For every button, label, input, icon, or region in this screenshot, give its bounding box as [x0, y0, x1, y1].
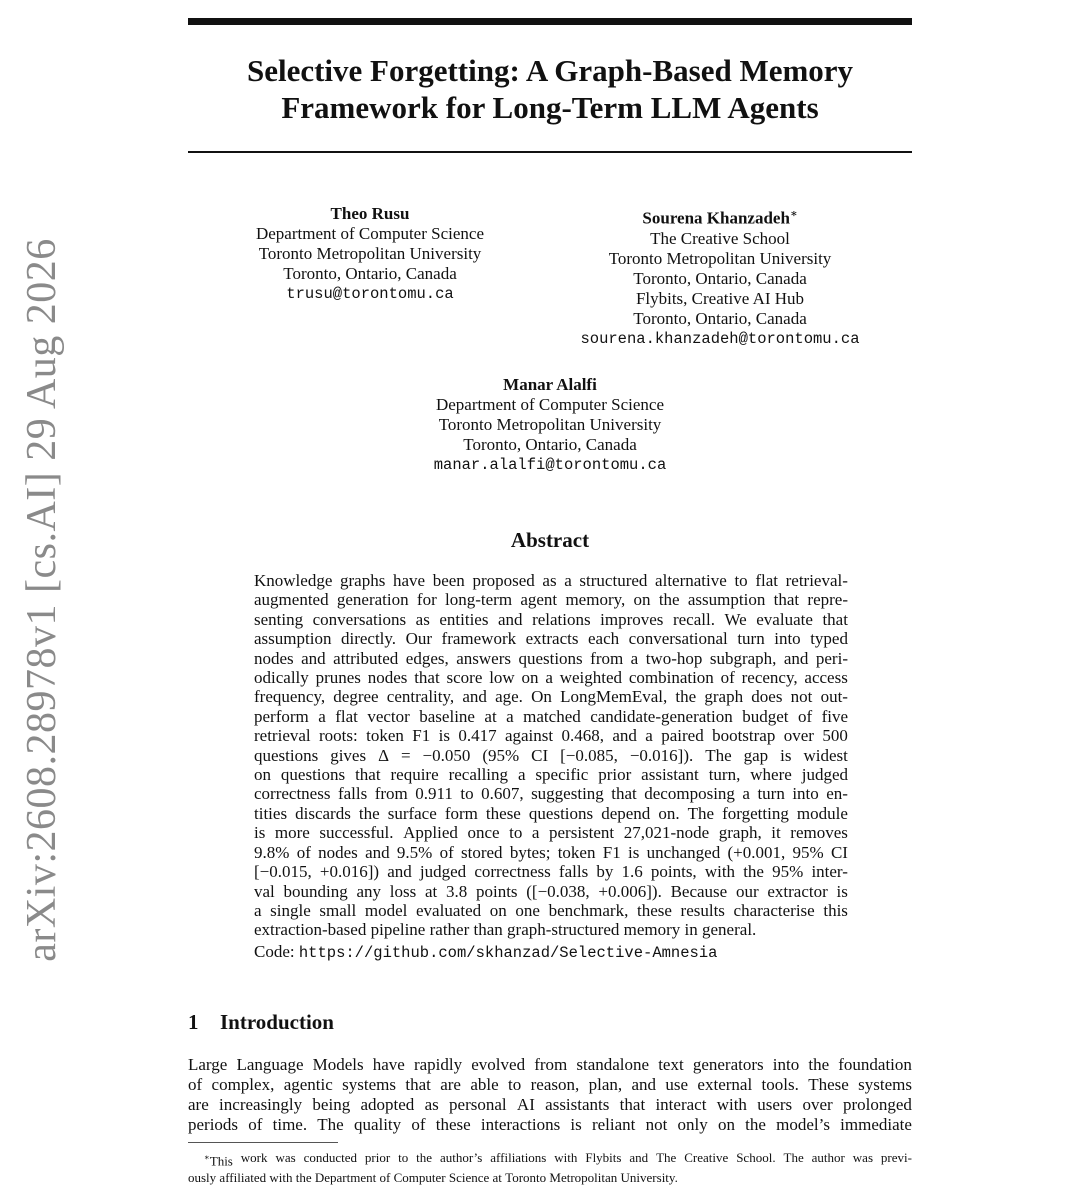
author-affiliation: Toronto Metropolitan University: [438, 415, 662, 434]
author-affiliation: Department of Computer Science: [435, 395, 664, 414]
text-line: Knowledge graphs have been proposed as a structured alternative to flat retrieval-: [254, 571, 848, 590]
author-email[interactable]: manar.alalfi@torontomu.ca: [433, 456, 667, 474]
text-line: augmented generation for long-term agent memory, on the assumption that repre-: [254, 590, 848, 610]
text-line: perform a flat vector baseline at a matched candidate-generation budget of five: [254, 706, 848, 726]
author-affiliation: Toronto, Ontario, Canada: [633, 308, 807, 328]
arxiv-identifier: arXiv:2608.28978v1 [cs.AI] 29 Aug 2026: [19, 238, 65, 962]
introduction-text: [188, 1055, 912, 1135]
footnote-line: ously affiliated with the Department of Computer Science at Toronto Metropolitan University.: [188, 1170, 678, 1186]
text-line: questions gives Δ = −0.050 (95% CI [−0.085, −0.016]). The gap is widest: [254, 745, 848, 765]
code-line: [254, 942, 848, 963]
author-affiliation: Toronto, Ontario, Canada: [633, 268, 807, 288]
author-affiliation: Toronto, Ontario, Canada: [463, 435, 637, 454]
text-line: a single small model evaluated on one benchmark, these results characterise this: [254, 900, 848, 920]
text-line: periods of time. The quality of these interactions is reliant not only on the model’s immediate: [188, 1115, 912, 1134]
author-block: [210, 204, 530, 304]
text-line: extraction-based pipeline rather than graph-structured memory in general.: [254, 920, 757, 940]
author-name: Theo Rusu: [330, 204, 410, 223]
title-line: Selective Forgetting: A Graph-Based Memory: [246, 53, 854, 88]
section-title: Introduction: [220, 1010, 334, 1034]
author-affiliation: Toronto Metropolitan University: [258, 244, 482, 263]
author-affiliation: Department of Computer Science: [255, 224, 484, 243]
text-line: odically prunes nodes that score low on a weighted combination of recency, access: [254, 668, 848, 688]
author-affiliation: Toronto, Ontario, Canada: [283, 264, 457, 283]
text-line: is more successful. Applied once to a persistent 27,021-node graph, it removes: [254, 823, 848, 843]
title-top-rule: [188, 18, 912, 25]
section-number: 1: [188, 1010, 199, 1034]
footnote: [188, 1149, 912, 1186]
text-line: tities discards the surface form these questions depend on. The forgetting module: [254, 803, 848, 823]
author-name-line: [540, 204, 900, 229]
footnote-marker[interactable]: ∗: [789, 208, 798, 220]
text-line: of complex, agentic systems that are able to reason, plan, and use external tools. These systems: [188, 1075, 912, 1094]
footnote-line: ∗This work was conducted prior to the author’s affiliations with Flybits and The Creative School. The author was previ-: [204, 1150, 912, 1169]
title-bottom-rule: [188, 151, 912, 153]
text-line: 9.8% of nodes and 9.5% of stored bytes; token F1 is unchanged (+0.001, 95% CI: [254, 842, 848, 862]
author-block: [380, 375, 720, 475]
text-line: assumption directly. Our framework extracts each conversational turn into typed: [254, 629, 848, 649]
footnote-marker: ∗: [204, 1152, 210, 1162]
abstract-body: [254, 571, 848, 963]
footnote-rule: [188, 1142, 338, 1143]
text-line: val bounding any loss at 3.8 points ([−0.038, +0.006]). Because our extractor is: [254, 881, 848, 901]
author-email[interactable]: sourena.khanzadeh@torontomu.ca: [580, 329, 860, 348]
text-line: frequency, degree centrality, and age. On LongMemEval, the graph does not out-: [254, 687, 848, 707]
text-line: correctness falls from 0.911 to 0.607, suggesting that decomposing a turn into en-: [254, 784, 848, 804]
title-line: Framework for Long-Term LLM Agents: [281, 90, 819, 125]
paper-title: [188, 52, 912, 126]
text-line: Large Language Models have rapidly evolved from standalone text generators into the foundation: [188, 1055, 912, 1074]
code-label: Code:: [254, 941, 295, 961]
text-line: [−0.015, +0.016]) and judged correctness falls by 1.6 points, with the 95% inter-: [254, 862, 848, 882]
text-line: retrieval roots: token F1 is 0.417 against 0.468, and a paired bootstrap over 500: [254, 726, 848, 746]
text-line: on questions that require recalling a specific prior assistant turn, where judged: [254, 765, 848, 785]
author-affiliation: Flybits, Creative AI Hub: [635, 288, 805, 308]
author-email[interactable]: trusu@torontomu.ca: [286, 285, 454, 303]
text-line: nodes and attributed edges, answers questions from a two-hop subgraph, and peri-: [254, 648, 848, 668]
abstract-heading: Abstract: [510, 528, 590, 552]
author-name: Sourena Khanzadeh: [642, 208, 790, 228]
text-line: senting conversations as entities and relations improves recall. We evaluate that: [254, 609, 848, 629]
abstract-text: [254, 571, 848, 940]
author-affiliation: The Creative School: [650, 228, 790, 248]
section-heading: [188, 1010, 334, 1035]
author-block: [540, 204, 900, 349]
code-url-link[interactable]: https://github.com/skhanzad/Selective-Amnesia: [298, 943, 718, 962]
text-line: are increasingly being adopted as personal AI assistants that interact with users over prolonged: [188, 1095, 912, 1114]
author-name: Manar Alalfi: [503, 375, 597, 394]
author-affiliation: Toronto Metropolitan University: [608, 248, 832, 268]
